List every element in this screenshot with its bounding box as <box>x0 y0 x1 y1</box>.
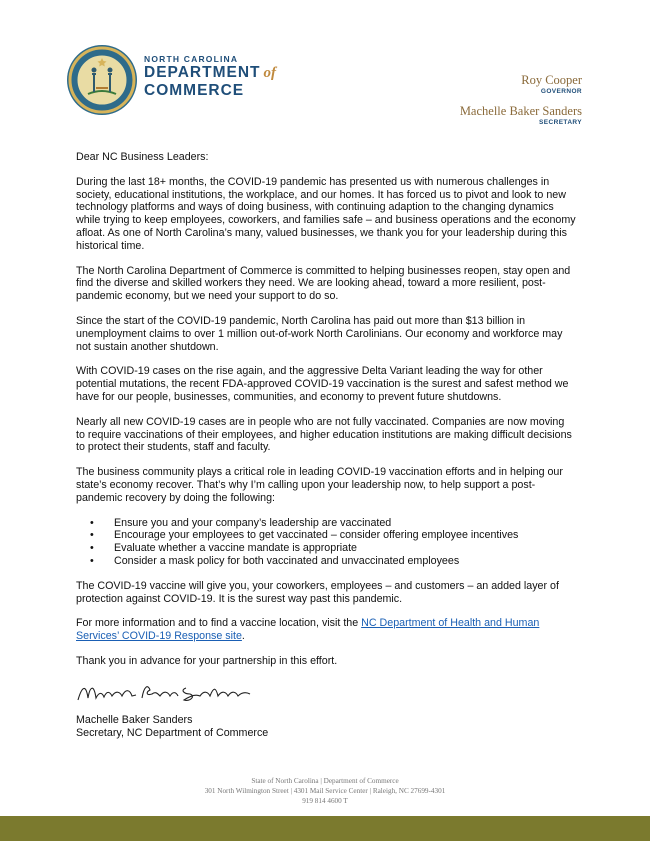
agency-of-word: of <box>263 65 276 81</box>
footer-line-address: 301 North Wilmington Street | 4301 Mail Service Center | Raleigh, NC 27699-4301 <box>204 787 446 795</box>
footer-line-agency: State of North Carolina | Department of Commerce <box>251 777 399 785</box>
signer-name: Machelle Baker Sanders <box>76 713 193 726</box>
agency-state-label: NORTH CAROLINA <box>144 54 239 64</box>
agency-department-label <box>144 64 276 82</box>
secretary-name: Machelle Baker Sanders <box>459 104 582 118</box>
list-item: • Encourage your employees to get vaccinated – consider offering employee incentives <box>114 529 576 542</box>
letter-body <box>76 151 576 739</box>
paragraph-more-information <box>76 617 576 643</box>
agency-wordmark <box>144 54 276 99</box>
secretary-block <box>460 104 582 126</box>
agency-commerce-label: COMMERCE <box>144 82 245 99</box>
signer-title: Secretary, NC Department of Commerce <box>76 726 269 739</box>
info-suffix: . <box>241 630 245 643</box>
letterhead <box>0 0 650 130</box>
paragraph-delta-variant: With COVID-19 cases on the rise again, and the aggressive Delta Variant leading the way for other potential mutations, the recent FDA-approved COVID-19 vaccination is the surest and safest method we have for our people, businesses, communities, and economy to prevent future shutdowns. <box>76 365 569 403</box>
state-seal-logo <box>66 44 138 116</box>
action-list <box>76 517 576 568</box>
paragraph-commitment: The North Carolina Department of Commerce is committed to helping businesses reopen, stay open and find the diverse and skilled workers they need. We are looking ahead, toward a more resilient, post-pandemic economy, but we need your support to do so. <box>76 264 571 303</box>
governor-block <box>521 73 582 95</box>
salutation: Dear NC Business Leaders: <box>76 151 209 163</box>
agency-department-word: DEPARTMENT <box>144 64 261 81</box>
paragraph-thanks: Thank you in advance for your partnership in this effort. <box>76 654 338 667</box>
paragraph-unvaccinated: Nearly all new COVID-19 cases are in people who are not fully vaccinated. Companies are now moving to require vaccinations of their employees, and higher education institutions are making difficult decisions to protect their students, staff and faculty. <box>76 415 572 454</box>
ncdhhs-covid-link[interactable]: NC Department of Health and Human Services’ COVID-19 Response site <box>76 617 540 643</box>
secretary-title: SECRETARY <box>539 119 582 126</box>
info-prefix: For more information and to find a vaccine location, visit the <box>76 617 362 630</box>
footer-color-band <box>0 816 650 841</box>
list-item: • Ensure you and your company’s leadership are vaccinated <box>114 517 576 530</box>
paragraph-vaccine-protection: The COVID-19 vaccine will give you, your coworkers, employees – and customers – an added layer of protection against COVID-19. It is the surest way past this pandemic. <box>76 579 559 605</box>
paragraph-call-to-action: The business community plays a critical role in leading COVID-19 vaccination efforts and in helping our state’s economy recover. That’s why I’m calling upon your leadership now, to help support a post-pandemic recovery by doing the following: <box>76 466 563 504</box>
list-item: • Evaluate whether a vaccine mandate is appropriate <box>114 542 576 555</box>
governor-name: Roy Cooper <box>521 73 582 87</box>
handwritten-signature <box>76 678 576 708</box>
governor-title: GOVERNOR <box>540 88 582 95</box>
footer-line-phone: 919 814 4600 T <box>302 797 348 805</box>
paragraph-unemployment: Since the start of the COVID-19 pandemic, North Carolina has paid out more than $13 billion in unemployment claims to over 1 million out-of-work North Carolinians. Our economy and workforce may not sustain another shutdown. <box>76 314 563 353</box>
footer-address <box>0 776 650 806</box>
paragraph-challenges: During the last 18+ months, the COVID-19 pandemic has presented us with numerous challenges in society, educational institutions, the workplace, and our homes. It has forced us to pivot and look to new technology platforms and ways of doing business, with continuing adaption to the changing dynamics while trying to keep employees, coworkers, and families safe – and business operations and the economy afloat. As one of North Carolina’s many, valued businesses, we thank you for your leadership during this historical time. <box>76 175 576 252</box>
list-item: • Consider a mask policy for both vaccinated and unvaccinated employees <box>114 555 576 568</box>
